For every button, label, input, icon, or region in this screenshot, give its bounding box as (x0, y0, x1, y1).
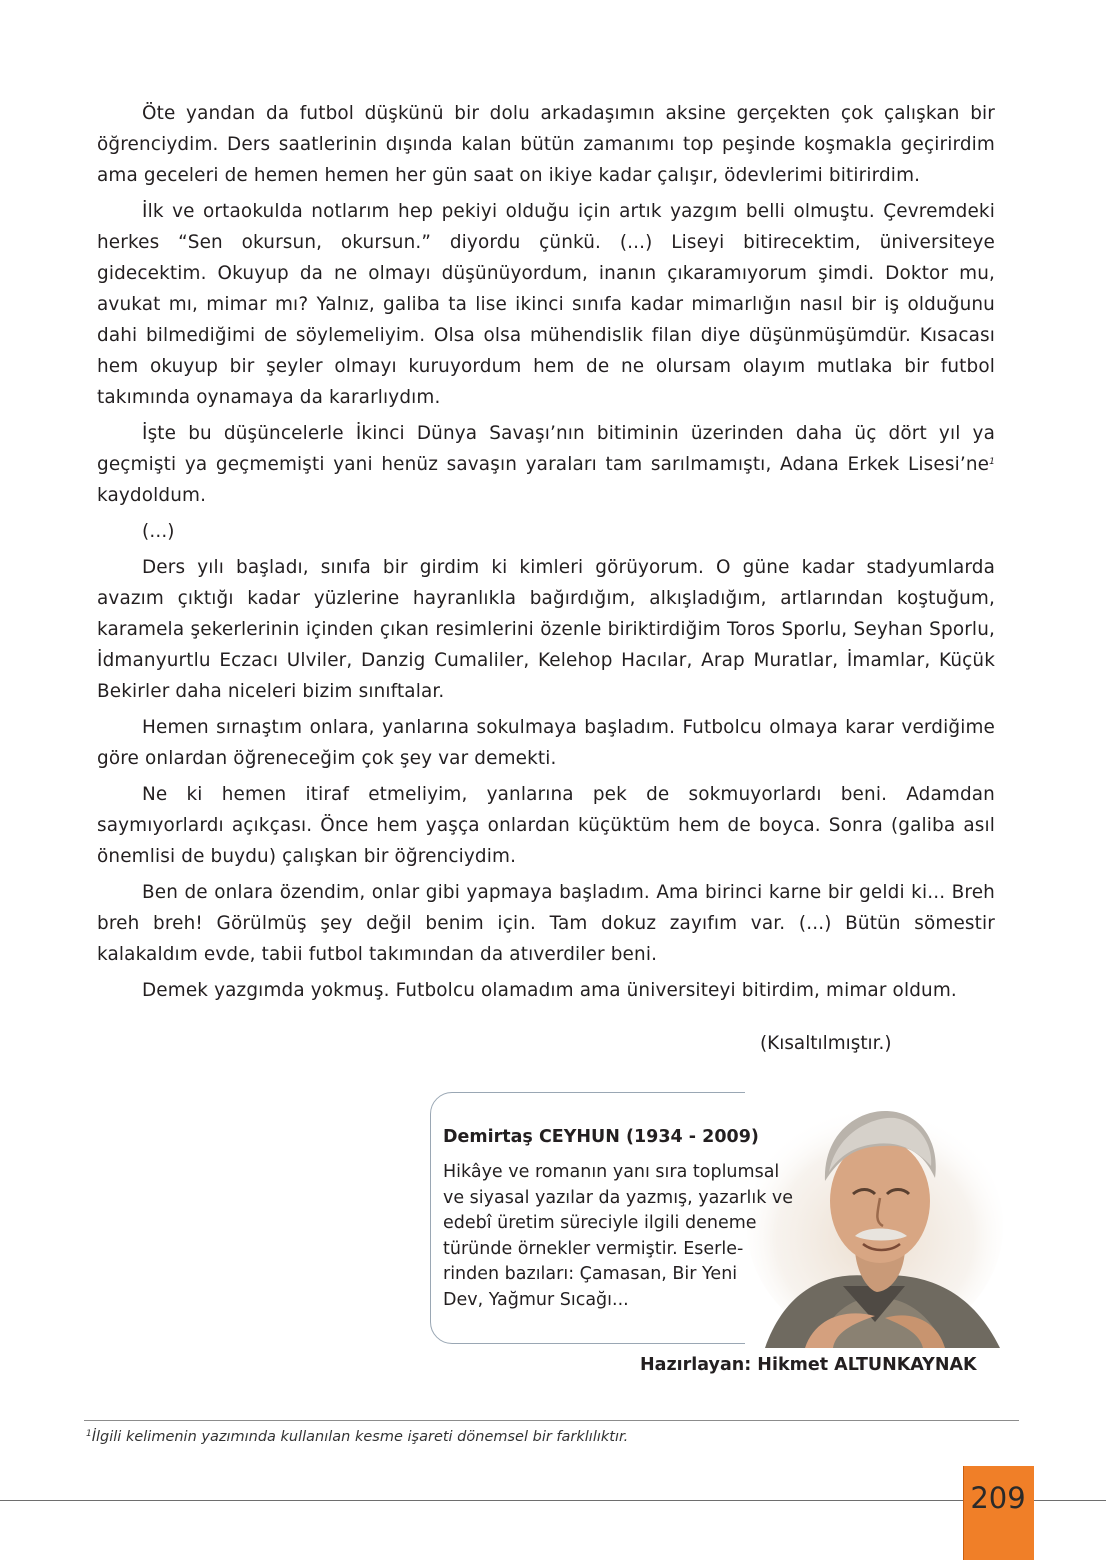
paragraph (97, 418, 995, 511)
paragraph: Ne ki hemen itiraf etmeliyim, yanlarına pek de sokmuyorlardı beni. Adamdan saymıyorlardı açıkçası. Önce hem yaşça onlardan küçüktüm hem de boyca. Sonra (galiba asıl önemlisi de buydu) çalışkan bir öğrenciydim. (97, 784, 995, 867)
bio-text (443, 1160, 823, 1314)
story-text (97, 98, 995, 1006)
paragraph-text: İşte bu düşüncelerle İkinci Dünya Savaşı’nın bitiminin üzerinden daha üç dört yıl ya geçmişti ya geçmemişti yani henüz savaşın yaraları tam sarılmamıştı, Adana Erkek Lisesi’ne (97, 423, 995, 475)
bio-line: rinden bazıları: Çamasan, Bir Yeni (443, 1264, 738, 1285)
bottom-rule (0, 1500, 1106, 1501)
bio-title: Demirtaş CEYHUN (1934 - 2009) (443, 1127, 759, 1147)
footnote-text: İlgili kelimenin yazımında kullanılan kesme işareti dönemsel bir farklılıktır. (91, 1429, 629, 1445)
footnote (86, 1426, 628, 1448)
paragraph-text: kaydoldum. (97, 485, 207, 506)
bio-line: Dev, Yağmur Sıcağı... (443, 1289, 629, 1310)
bio-line: edebî üretim süreciyle ilgili deneme (443, 1213, 757, 1234)
prepared-by: Hazırlayan: Hikmet ALTUNKAYNAK (640, 1355, 977, 1375)
footnote-marker: 1 (989, 457, 995, 467)
paragraph: Öte yandan da futbol düşkünü bir dolu arkadaşımın aksine gerçekten çok çalışkan bir öğrenciydim. Ders saatlerinin dışında kalan bütün zamanımı top peşinde koşmakla geçirirdim ama geceleri de hemen hemen her gün saat on ikiye kadar çalışır, ödevlerimi bitirirdim. (97, 103, 995, 186)
paragraph: İlk ve ortaokulda notlarım hep pekiyi olduğu için artık yazgım belli olmuştu. Çevremdeki herkes “Sen okursun, okursun.” diyordu çünkü. (...) Liseyi bitirecektim, üniversiteye gidecektim. Okuyup da ne olmayı düşünüyordum, inanın çıkaramıyorum şimdi. Doktor mu, avukat mı, mimar mı? Yalnız, galiba ta lise ikinci sınıfa kadar mimarlığın nasıl bir iş olduğunu dahi bilmediğimi de söylemeliyim. Olsa olsa mühendislik filan diye düşünmüşümdür. Kısacası hem okuyup bir şeyler olmayı kuruyordum hem de ne olursam olayım mutlaka bir futbol takımında oynamaya da kararlıydım. (97, 201, 995, 408)
paragraph: Ders yılı başladı, sınıfa bir girdim ki kimleri görüyorum. O güne kadar stadyumlarda avazım çıktığı kadar yüzlerine hayranlıkla bağırdığım, alkışladığım, artlarından koştuğum, karamela şekerlerinin içinden çıkan resimlerini özenle biriktirdiğim Toros Sporlu, Seyhan Sporlu, İdmanyurtlu Eczacı Ulviler, Danzig Cumaliler, Kelehop Hacılar, Arap Muratlar, İmamlar, Küçük Bekirler daha niceleri bizim sınıftalar. (97, 557, 995, 702)
bio-line: türünde örnekler vermiştir. Eserle- (443, 1238, 744, 1259)
page-number: 209 (970, 1481, 1026, 1515)
paragraph: Demek yazgımda yokmuş. Futbolcu olamadım ama üniversiteyi bitirdim, mimar oldum. (142, 980, 957, 1001)
paragraph: (...) (142, 521, 175, 542)
source-note: (Kısaltılmıştır.) (760, 1033, 892, 1054)
bio-line: ve siyasal yazılar da yazmış, yazarlık ve (443, 1187, 794, 1208)
footnote-number: 1 (86, 1429, 92, 1439)
paragraph: Hemen sırnaştım onlara, yanlarına sokulmaya başladım. Futbolcu olmaya karar verdiğime göre onlardan öğreneceğim çok şey var demekti. (97, 717, 995, 769)
footnote-divider (84, 1420, 1019, 1421)
paragraph: Ben de onlara özendim, onlar gibi yapmaya başladım. Ama birinci karne bir geldi ki... Breh breh breh! Görülmüş şey değil benim için. Tam dokuz zayıfım var. (...) Bütün sömestir kalakaldım evde, tabii futbol takımından da atıverdiler beni. (97, 882, 995, 965)
bio-line: Hikâye ve romanın yanı sıra toplumsal (443, 1162, 780, 1182)
